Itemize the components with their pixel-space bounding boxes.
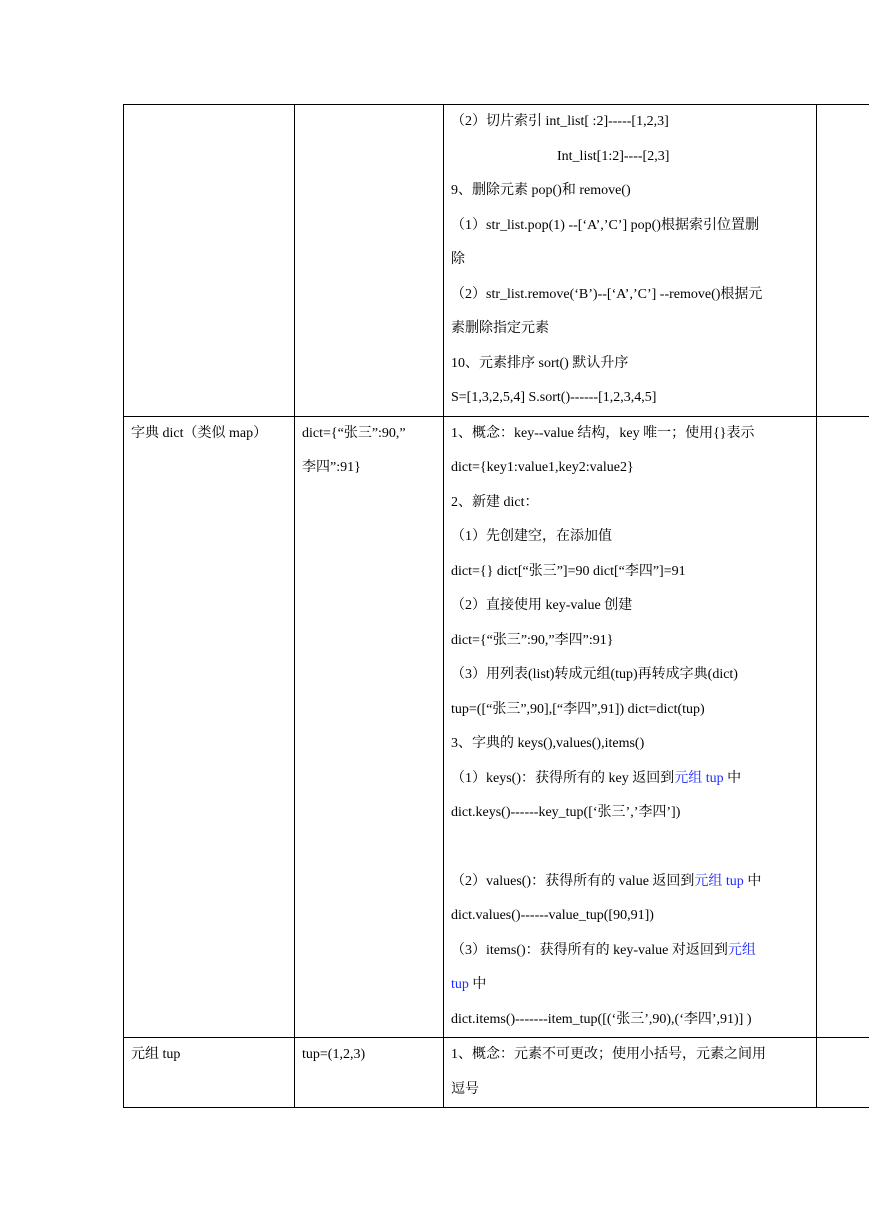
text-line: （2）values()：获得所有的 value 返回到元组 tup 中 <box>451 873 762 889</box>
text-line: 9、删除元素 pop()和 remove() <box>451 183 631 198</box>
cell-type <box>124 105 295 417</box>
content-table <box>123 104 869 1108</box>
cell-description <box>444 416 817 1038</box>
highlight-text: tup <box>451 977 469 992</box>
cell-type: 字典 dict（类似 map） <box>124 416 295 1038</box>
text-line: dict={key1:value1,key2:value2} <box>451 460 634 475</box>
table-row-list-continued <box>124 105 869 417</box>
text-line: 李四”:91} <box>302 460 361 475</box>
highlight-text: 元组 tup <box>674 770 724 786</box>
text-line: Int_list[1:2]----[2,3] <box>557 148 670 164</box>
text-line: 逗号 <box>451 1081 479 1097</box>
cell-description <box>444 105 817 417</box>
cell-example: tup=(1,2,3) <box>295 1038 444 1108</box>
cell-example <box>295 105 444 417</box>
text-line: （2）直接使用 key-value 创建 <box>451 598 633 613</box>
text-line: （3）items()：获得所有的 key-value 对返回到元组 <box>451 942 756 958</box>
highlight-text: 元组 <box>727 942 756 958</box>
text-line: （3）用列表(list)转成元组(tup)再转成字典(dict) <box>451 667 738 682</box>
highlight-text: 元组 tup <box>694 873 744 889</box>
text-line: 3、字典的 keys(),values(),items() <box>451 736 645 751</box>
table-row-dict <box>124 416 869 1038</box>
cell-notes <box>817 105 869 417</box>
text-line: dict={“张三”:90,”李四”:91} <box>451 632 614 648</box>
text-line: dict={} dict[“张三”]=90 dict[“李四”]=91 <box>451 563 686 579</box>
cell-description <box>444 1038 817 1108</box>
cell-notes <box>817 1038 869 1108</box>
text-line: 2、新建 dict： <box>451 494 539 510</box>
text-line: 除 <box>451 252 465 267</box>
text-line: tup=([“张三”,90],[“李四”,91]) dict=dict(tup) <box>451 701 705 717</box>
text-line: 素删除指定元素 <box>451 321 549 336</box>
text-line: dict.keys()------key_tup([‘张三’,’李四’]) <box>451 805 681 820</box>
blank-line <box>451 831 809 865</box>
text-line: （1）keys()：获得所有的 key 返回到元组 tup 中 <box>451 770 742 786</box>
text-line: dict={“张三”:90,” <box>302 425 406 441</box>
table-row-tuple <box>124 1038 869 1108</box>
text-line: 10、元素排序 sort() 默认升序 <box>451 355 629 371</box>
text-line: dict.items()-------item_tup([(‘张三’,90),(‘李四’,91)] ) <box>451 1011 752 1027</box>
text-line: 1、概念：key--value 结构，key 唯一；使用{}表示 <box>451 425 755 441</box>
text-line: （2）切片索引 int_list[ :2]-----[1,2,3] <box>451 114 669 129</box>
cell-type: 元组 tup <box>124 1038 295 1108</box>
text-line: （1）先创建空，在添加值 <box>451 529 612 544</box>
text-line: 1、概念：元素不可更改；使用小括号，元素之间用 <box>451 1047 766 1062</box>
text-line: tup 中 <box>451 977 487 992</box>
text-line: （2）str_list.remove(‘B’)--[‘A’,’C’] --remove()根据元 <box>451 286 763 302</box>
text-line: dict.values()------value_tup([90,91]) <box>451 908 654 923</box>
cell-example <box>295 416 444 1038</box>
text-line: （1）str_list.pop(1) --[‘A’,’C’] pop()根据索引位置删 <box>451 217 759 233</box>
cell-notes <box>817 416 869 1038</box>
text-line: S=[1,3,2,5,4] S.sort()------[1,2,3,4,5] <box>451 390 657 405</box>
